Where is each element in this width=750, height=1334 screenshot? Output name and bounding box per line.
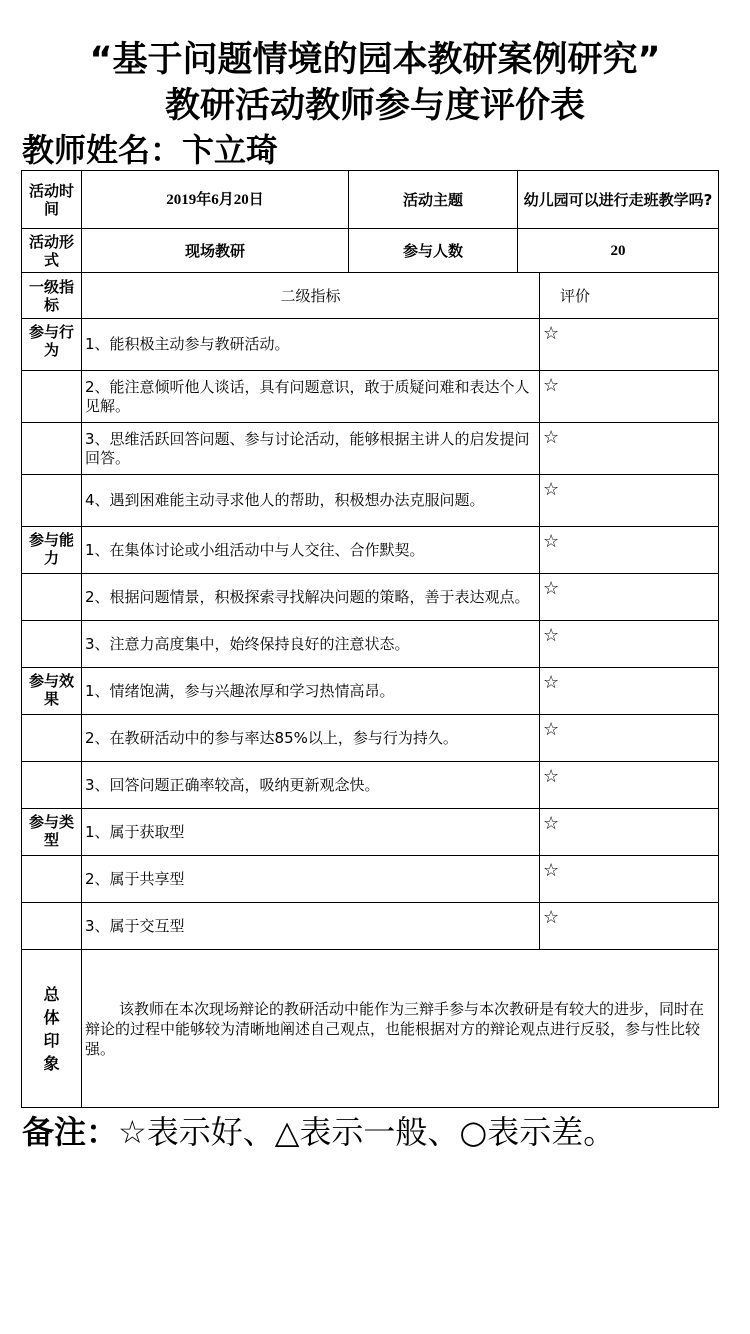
indicator-text: 3、思维活跃回答问题、参与讨论活动，能够根据主讲人的启发提问回答。	[82, 423, 540, 475]
star-rating-icon: ☆	[540, 423, 719, 475]
category-empty	[22, 574, 82, 621]
summary-label: 总体印象	[22, 950, 82, 1108]
teacher-name-label: 教师姓名：	[22, 131, 183, 169]
indicator-text: 3、注意力高度集中，始终保持良好的注意状态。	[82, 621, 540, 668]
table-row	[22, 527, 719, 574]
indicator-text: 1、能积极主动参与教研活动。	[82, 319, 540, 371]
table-row	[22, 574, 719, 621]
category-empty	[22, 475, 82, 527]
header-row	[22, 273, 719, 319]
table-row	[22, 475, 719, 527]
category-empty	[22, 715, 82, 762]
star-rating-icon: ☆	[540, 668, 719, 715]
star-rating-icon: ☆	[540, 319, 719, 371]
indicator-text: 2、在教研活动中的参与率达85%以上，参与行为持久。	[82, 715, 540, 762]
star-rating-icon: ☆	[540, 715, 719, 762]
theme-label: 活动主题	[349, 171, 518, 229]
category-empty	[22, 903, 82, 950]
table-row	[22, 423, 719, 475]
indicator-text: 2、能注意倾听他人谈话，具有问题意识，敢于质疑问难和表达个人见解。	[82, 371, 540, 423]
category-label: 参与能力	[22, 527, 82, 574]
note-label: 备注：	[22, 1113, 119, 1151]
summary-text: 该教师在本次现场辩论的教研活动中能作为三辩手参与本次教研是有较大的进步，同时在辩论的过程中能够较为清晰地阐述自己观点，也能根据对方的辩论观点进行反驳，参与性比较强。	[82, 950, 719, 1108]
count-value: 20	[518, 229, 719, 273]
table-row	[22, 903, 719, 950]
category-empty	[22, 423, 82, 475]
star-rating-icon: ☆	[540, 809, 719, 856]
star-rating-icon: ☆	[540, 856, 719, 903]
form-value: 现场教研	[82, 229, 349, 273]
category-label: 参与行为	[22, 319, 82, 371]
page-subtitle: 教研活动教师参与度评价表	[164, 86, 585, 126]
count-label: 参与人数	[349, 229, 518, 273]
evaluation-table	[21, 170, 719, 1108]
indicator-text: 3、属于交互型	[82, 903, 540, 950]
indicator-text: 2、属于共享型	[82, 856, 540, 903]
table-row	[22, 762, 719, 809]
category-label: 参与类型	[22, 809, 82, 856]
table-row	[22, 715, 719, 762]
time-value: 2019年6月20日	[82, 171, 349, 229]
theme-value: 幼儿园可以进行走班教学吗?	[518, 171, 719, 229]
star-rating-icon: ☆	[540, 621, 719, 668]
legend-note	[22, 1112, 615, 1152]
rating-header: 评价	[540, 273, 719, 319]
indicator-text: 1、情绪饱满，参与兴趣浓厚和学习热情高昂。	[82, 668, 540, 715]
teacher-name-line	[22, 130, 278, 170]
indicator-text: 2、根据问题情景，积极探索寻找解决问题的策略，善于表达观点。	[82, 574, 540, 621]
table-row	[22, 621, 719, 668]
summary-row	[22, 950, 719, 1108]
level1-header: 一级指标	[22, 273, 82, 319]
info-row-time	[22, 171, 719, 229]
table-row	[22, 668, 719, 715]
table-row	[22, 319, 719, 371]
time-label: 活动时间	[22, 171, 82, 229]
table-row	[22, 809, 719, 856]
indicator-text: 3、回答问题正确率较高，吸纳更新观念快。	[82, 762, 540, 809]
table-row	[22, 371, 719, 423]
category-empty	[22, 371, 82, 423]
table-row	[22, 856, 719, 903]
level2-header: 二级指标	[82, 273, 540, 319]
star-rating-icon: ☆	[540, 903, 719, 950]
info-row-form	[22, 229, 719, 273]
note-text: ☆表示好、△表示一般、○表示差。	[118, 1113, 616, 1151]
star-rating-icon: ☆	[540, 371, 719, 423]
category-empty	[22, 856, 82, 903]
teacher-name-value: 卞立琦	[182, 131, 279, 169]
page-title: “基于问题情境的园本教研案例研究”	[89, 40, 661, 80]
star-rating-icon: ☆	[540, 527, 719, 574]
indicator-text: 4、遇到困难能主动寻求他人的帮助，积极想办法克服问题。	[82, 475, 540, 527]
form-label: 活动形式	[22, 229, 82, 273]
category-label: 参与效果	[22, 668, 82, 715]
star-rating-icon: ☆	[540, 574, 719, 621]
indicator-text: 1、属于获取型	[82, 809, 540, 856]
star-rating-icon: ☆	[540, 475, 719, 527]
star-rating-icon: ☆	[540, 762, 719, 809]
indicator-text: 1、在集体讨论或小组活动中与人交往、合作默契。	[82, 527, 540, 574]
category-empty	[22, 621, 82, 668]
category-empty	[22, 762, 82, 809]
